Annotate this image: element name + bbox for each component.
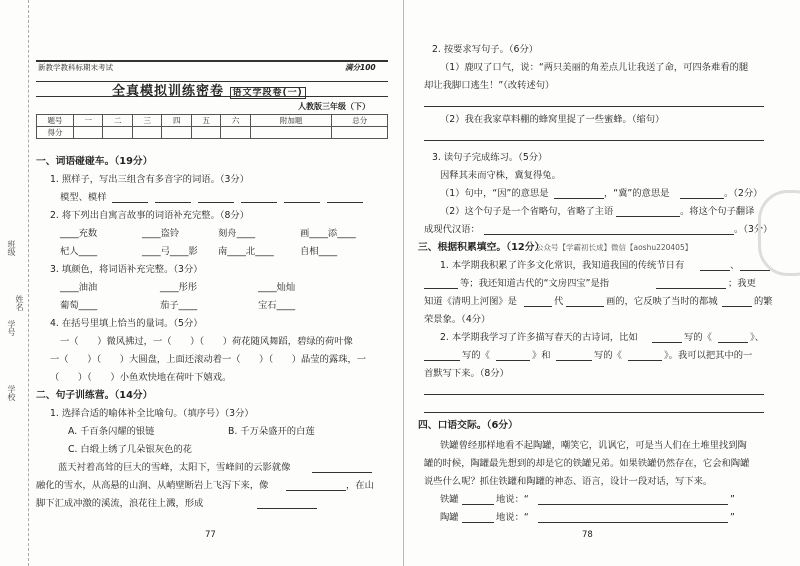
answer-blank[interactable]	[496, 360, 530, 361]
answer-line[interactable]	[424, 412, 764, 413]
s3-line-2: 等；我还知道古代的“文房四宝”是指	[460, 278, 610, 289]
color-blank[interactable]: ____油油	[60, 282, 98, 293]
score-input-cell[interactable]	[250, 127, 332, 139]
page-number: 77	[205, 530, 216, 540]
answer-blank[interactable]	[566, 306, 604, 307]
table-cell: 题号	[37, 115, 74, 127]
q2-2-1-line-a: （1）鹿叹了口气，说：“两只美丽的角差点儿让我送了命，可四条难看的腿	[440, 62, 749, 73]
passage-line-1: 蓝天衬着高耸的巨大的雪峰，太阳下，雪峰间的云影就像	[58, 462, 291, 473]
grade-label: 人教版三年级（下）	[298, 102, 370, 111]
page-title: 全真模拟训练密卷 语文学段卷(一)	[112, 80, 306, 99]
section-3-title: 三、根据积累填空。（12分）	[418, 242, 545, 253]
option-c: C. 白缎上绣了几朵银灰色的花	[68, 444, 192, 455]
s3-line-3-c: 画的，它反映了当时的都城	[606, 296, 718, 307]
measure-word-line[interactable]: （ ）（ ）小鱼欢快地在荷叶下嬉戏。	[50, 372, 232, 383]
iron-pot-label: 铁罐	[440, 494, 459, 505]
answer-blank[interactable]	[680, 198, 724, 199]
s3-line-1: 1. 本学期我积累了许多文化常识，我知道我国的传统节日有	[440, 260, 685, 271]
q3-1-b: ，“冀”的意思是	[604, 188, 670, 199]
s3-line-3-b: 代	[554, 296, 564, 307]
q3-2-c: 成现代汉语：	[424, 224, 480, 235]
answer-blank[interactable]	[538, 504, 728, 505]
score-input-cell[interactable]	[162, 127, 191, 139]
answer-blank[interactable]	[652, 342, 682, 343]
right-page	[403, 0, 800, 566]
answer-blank[interactable]	[484, 234, 734, 235]
section-1-title: 一、词语碰碰车。（19分）	[36, 156, 153, 167]
measure-word-line[interactable]: 一（ ）（ ）大圆盘，上面还滚动着一（ ）（ ）晶莹的露珠，一	[50, 354, 367, 365]
score-input-cell[interactable]	[132, 127, 161, 139]
s3-line-1-b: 、	[730, 260, 740, 271]
score-table-row	[37, 127, 388, 139]
s3-line-7: 首默写下来。（8分）	[424, 368, 509, 379]
s4-para-2: 罐的时候，陶罐最先想到的却是它的铁罐兄弟。如果铁罐仍然存在，它会和陶罐	[424, 458, 750, 469]
answer-blank[interactable]	[424, 288, 458, 289]
score-input-cell[interactable]	[332, 127, 388, 139]
watermark-note: 公众号【学霸初长成】微信【aoshu220405】	[536, 243, 693, 252]
score-table	[36, 114, 388, 139]
stamp-watermark	[758, 190, 800, 276]
idiom-blank[interactable]: 杞人____	[60, 246, 98, 257]
q1-example: 模型、模样	[60, 192, 107, 203]
answer-blank[interactable]	[424, 360, 460, 361]
answer-blank[interactable]	[327, 202, 363, 203]
color-blank[interactable]: 宝石____	[258, 300, 296, 311]
table-cell: 五	[191, 115, 220, 127]
answer-line[interactable]	[424, 394, 764, 395]
s3-line-6-b: 》和	[532, 350, 551, 361]
brand-label: 新教学教科标期末考试	[38, 63, 113, 72]
idiom-blank[interactable]: ____盗铃	[142, 228, 180, 239]
color-blank[interactable]: 茄子____	[160, 300, 198, 311]
binding-name-label: 姓名	[15, 295, 24, 311]
full-score-label: 满分100	[345, 63, 376, 72]
idiom-blank[interactable]: 自相____	[300, 246, 338, 257]
q3-2-b: 。将这个句子翻译	[680, 206, 755, 217]
answer-blank[interactable]	[155, 202, 191, 203]
idiom-blank[interactable]: ____充数	[60, 228, 98, 239]
table-cell: 得分	[37, 127, 74, 139]
idiom-blank[interactable]: 画____添____	[300, 228, 356, 239]
q3-1-c: 。（2分）	[724, 188, 763, 199]
answer-blank[interactable]	[241, 202, 277, 203]
table-cell: 总分	[332, 115, 388, 127]
q3-2-d: 。（3分）	[734, 224, 773, 235]
answer-blank[interactable]	[656, 288, 726, 289]
q3-1-a: （1）句中，“因”的意思是	[440, 188, 549, 199]
table-cell: 二	[103, 115, 132, 127]
binding-margin	[0, 0, 29, 566]
s3-line-3: 知道《清明上河图》是	[424, 296, 517, 307]
question-2-3: 3. 读句子完成练习。（5分）	[432, 152, 548, 163]
answer-blank[interactable]	[700, 270, 730, 271]
s3-line-3-d: 的繁	[754, 296, 773, 307]
title-tag: 语文学段卷(一)	[230, 87, 306, 99]
binding-id-label: 学号	[7, 320, 16, 336]
answer-blank[interactable]	[198, 202, 234, 203]
passage-line-2-end: ，在山	[346, 480, 374, 491]
s3-line-2-b: ；我更	[728, 278, 756, 289]
answer-blank[interactable]	[556, 360, 592, 361]
answer-blank[interactable]	[284, 202, 320, 203]
s3-line-5-c: 》、	[750, 332, 764, 343]
answer-blank[interactable]	[554, 198, 604, 199]
passage-line-2: 融化的雪水，从高悬的山涧、从峭壁断岩上飞泻下来，像	[36, 480, 269, 491]
table-cell: 附加题	[250, 115, 332, 127]
table-cell: 六	[221, 115, 250, 127]
answer-blank[interactable]	[462, 504, 494, 505]
close-quote: ”	[730, 512, 735, 523]
option-a: A. 千百条闪耀的银链	[68, 426, 155, 437]
q2-2-1-line-b: 却让我脚口逃生！”（改转述句）	[424, 80, 555, 91]
classical-sentence: 因释其耒而守株，冀复得兔。	[440, 170, 561, 181]
s3-line-6-c: 写的《	[594, 350, 622, 361]
option-b: B. 千万朵盛开的白莲	[228, 426, 315, 437]
score-input-cell[interactable]	[221, 127, 250, 139]
idiom-blank[interactable]: 南____北____	[218, 246, 274, 257]
table-cell: 一	[74, 115, 103, 127]
table-cell: 四	[162, 115, 191, 127]
answer-blank[interactable]	[628, 360, 662, 361]
table-cell: 三	[132, 115, 161, 127]
answer-blank[interactable]	[312, 472, 372, 473]
passage-line-3: 脚下汇成冲激的溪流，浪花往上溅，形成	[36, 498, 204, 509]
measure-word-line[interactable]: 一（ ）微风拂过，一（ ）（ ）荷花随风舞蹈，碧绿的荷叶像	[60, 336, 353, 347]
idiom-blank[interactable]: ____弓____影	[142, 246, 198, 257]
q2-2-2: （2）我在我家草料棚的蜂窝里捉了一些蜜蜂。（缩句）	[440, 114, 665, 125]
question-1-4: 4. 在括号里填上恰当的量词。（5分）	[50, 318, 203, 329]
binding-class-label: 班级	[7, 240, 16, 256]
color-blank[interactable]: ____彤彤	[160, 282, 198, 293]
score-input-cell[interactable]	[74, 127, 103, 139]
answer-blank[interactable]	[616, 216, 680, 217]
score-table-row	[37, 115, 388, 127]
s3-line-5: 2. 本学期我学习了许多描写春天的古诗词，比如	[440, 332, 638, 343]
close-quote: ”	[730, 494, 735, 505]
answer-blank[interactable]	[112, 202, 148, 203]
binding-school-label: 学校	[7, 385, 16, 401]
question-2-2: 2. 按要求写句子。（6分）	[432, 44, 539, 55]
answer-blank[interactable]	[740, 270, 770, 271]
color-blank[interactable]: ____灿灿	[258, 282, 296, 293]
answer-line[interactable]	[424, 140, 764, 141]
page-number: 78	[582, 530, 593, 540]
section-2-title: 二、句子训练营。（14分）	[36, 390, 153, 401]
q3-2-a: （2）这个句子是一个省略句，省略了主语	[440, 206, 614, 217]
s4-para-3: 说些什么呢？抓住铁罐和陶罐的神态、语言，设计一段对话，写下来。	[424, 476, 713, 487]
said-label: 地说：“	[496, 494, 529, 505]
said-label: 地说：“	[496, 512, 529, 523]
s3-line-4: 荣景象。（4分）	[424, 314, 491, 325]
score-input-cell[interactable]	[103, 127, 132, 139]
answer-blank[interactable]	[286, 490, 346, 491]
question-1-2: 2. 将下列出自寓言故事的词语补充完整。（8分）	[50, 210, 250, 221]
color-blank[interactable]: 葡萄____	[60, 300, 98, 311]
answer-blank[interactable]	[718, 342, 748, 343]
answer-blank[interactable]	[462, 522, 494, 523]
question-1-3: 3. 填颜色，将词语补充完整。（3分）	[50, 264, 203, 275]
section-4-title: 四、口语交际。（6分）	[418, 420, 518, 431]
answer-blank[interactable]	[257, 508, 317, 509]
score-input-cell[interactable]	[191, 127, 220, 139]
idiom-blank[interactable]: 刻舟____	[218, 228, 256, 239]
answer-blank[interactable]	[722, 306, 752, 307]
question-1-1: 1. 照样子，写出三组含有多音字的词语。（3分）	[50, 174, 250, 185]
s3-line-6-d: 》。我可以把其中的一	[664, 350, 753, 361]
question-2-1: 1. 选择合适的喻体补全比喻句。（填序号）（3分）	[50, 408, 254, 419]
s3-line-5-b: 写的《	[684, 332, 712, 343]
answer-blank[interactable]	[524, 306, 552, 307]
s3-line-6: 写的《	[462, 350, 490, 361]
s4-para-1: 铁罐曾经那样地看不起陶罐，嘲笑它，讥讽它，可是当人们在土堆里找到陶	[440, 440, 747, 451]
clay-pot-label: 陶罐	[440, 512, 459, 523]
answer-line[interactable]	[424, 106, 764, 107]
answer-blank[interactable]	[538, 522, 728, 523]
